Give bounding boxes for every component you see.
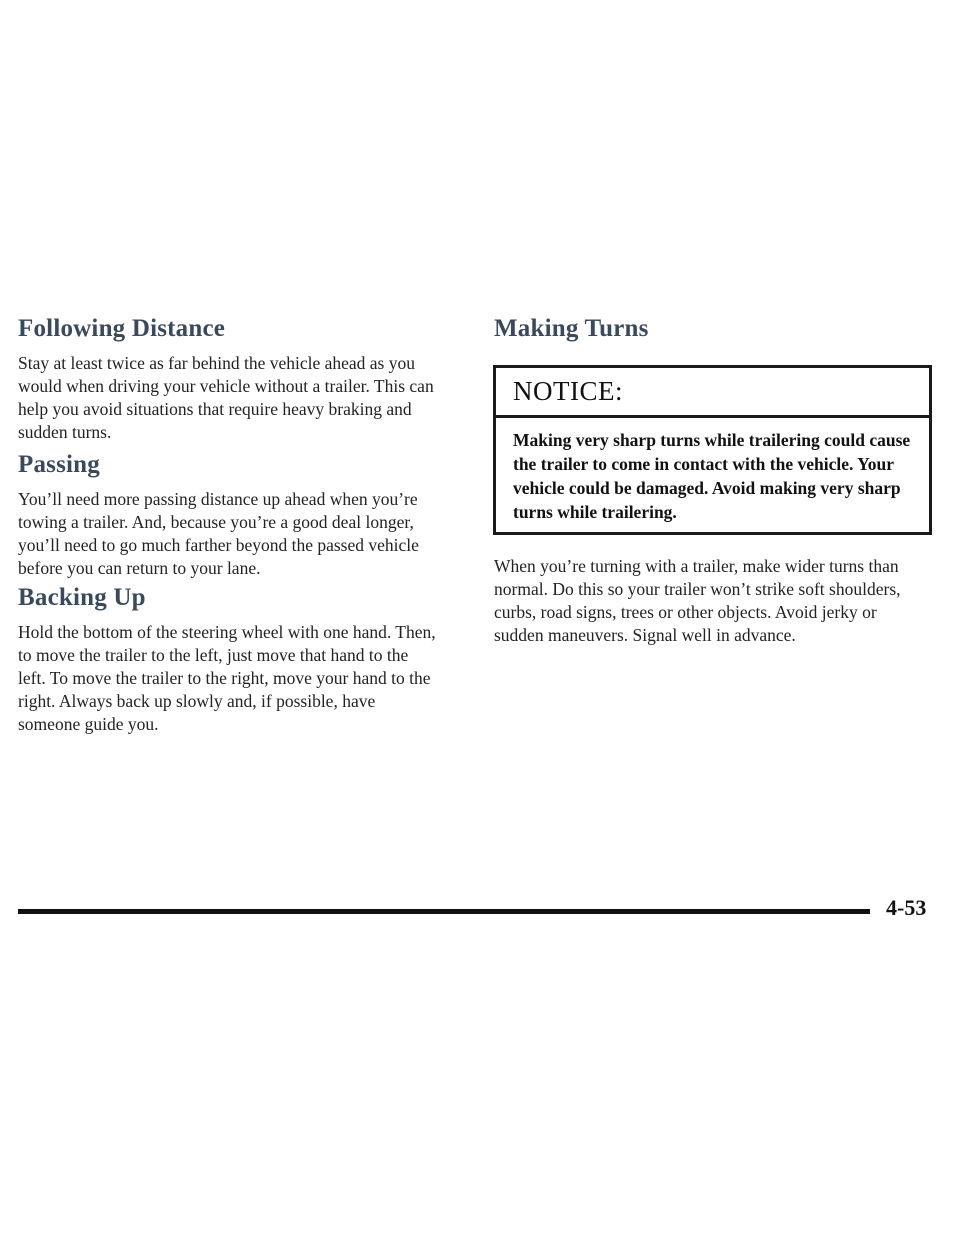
notice-title: NOTICE:	[513, 376, 623, 406]
heading-following-distance: Following Distance	[18, 315, 226, 342]
notice-box	[493, 365, 932, 535]
paragraph-following-distance: Stay at least twice as far behind the vehicle ahead as you would when driving your vehicle without a trailer. This can help you avoid situations that require heavy braking and sudden turns.	[18, 353, 434, 442]
notice-header	[496, 368, 929, 418]
page-number: 4-53	[886, 895, 927, 920]
notice-text: Making very sharp turns while trailering could cause the trailer to come in contact with the vehicle. Your vehicle could be damaged. Avoid making very sharp turns while trailering.	[513, 430, 911, 522]
paragraph-passing: You’ll need more passing distance up ahead when you’re towing a trailer. And, because you’re a good deal longer, you’ll need to go much farther beyond the passed vehicle before you can return to your lane.	[18, 489, 419, 578]
heading-passing: Passing	[18, 451, 100, 478]
page-bottom-margin	[0, 1080, 960, 1242]
footer-rule	[18, 909, 870, 914]
heading-making-turns: Making Turns	[494, 315, 649, 342]
paragraph-making-turns: When you’re turning with a trailer, make wider turns than normal. Do this so your trailer won’t strike soft shoulders, curbs, road signs, trees or other objects. Avoid jerky or sudden maneuvers. Signal well in advance.	[494, 556, 901, 645]
paragraph-backing-up: Hold the bottom of the steering wheel with one hand. Then, to move the trailer to the left, just move that hand to the left. To move the trailer to the right, move your hand to the right. Always back up slowly and, if possible, have someone guide you.	[18, 622, 436, 734]
heading-backing-up: Backing Up	[18, 584, 146, 611]
